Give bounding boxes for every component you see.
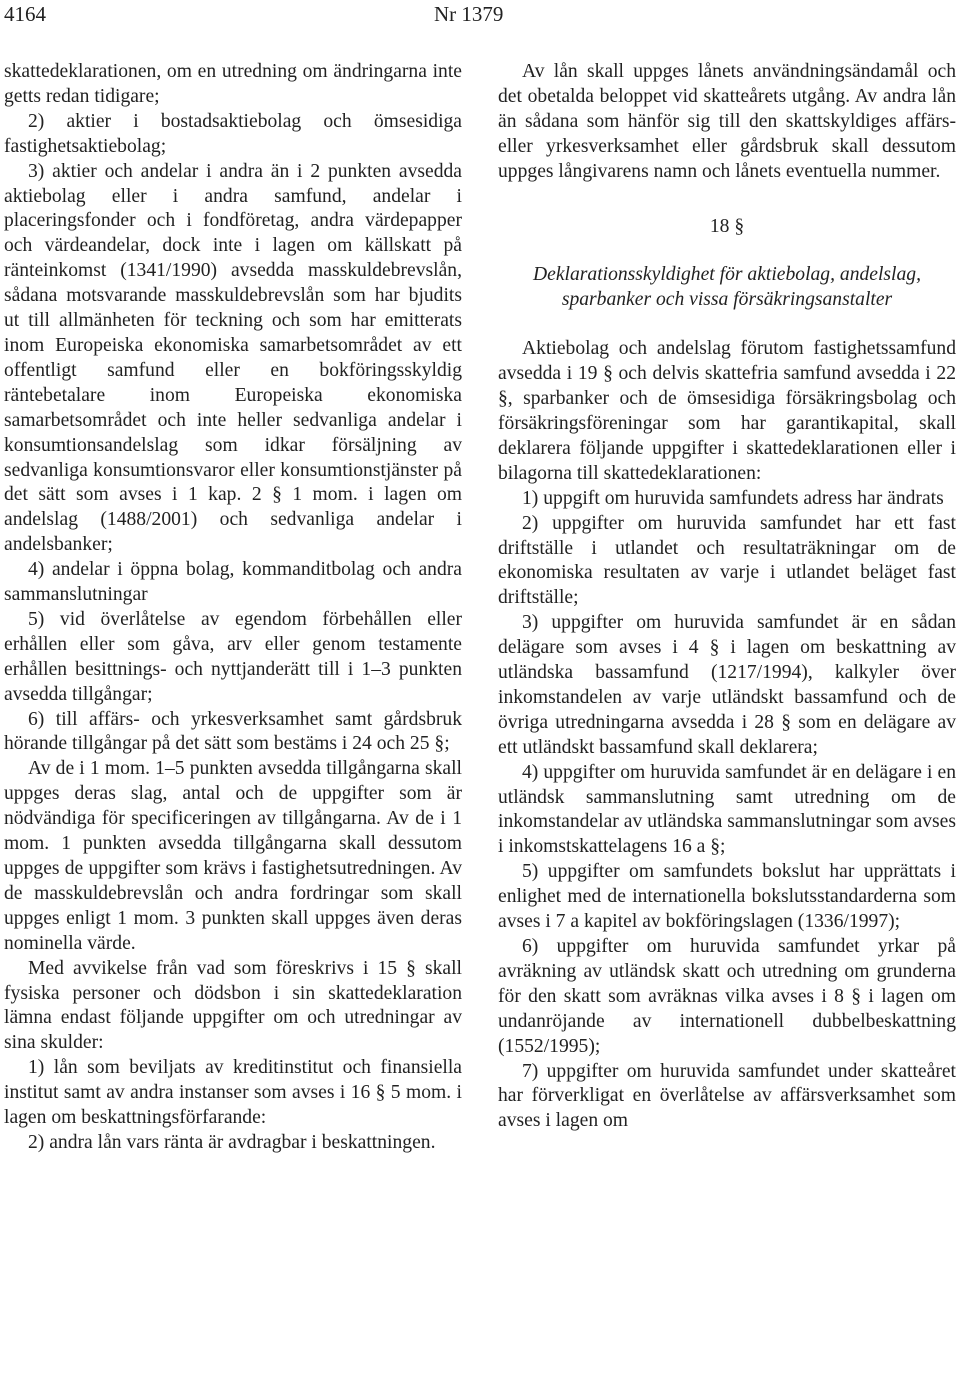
- list-item: 2) andra lån vars ränta är avdragbar i beskattningen.: [28, 1131, 436, 1153]
- list-item: 6) till affärs- och yrkesverksamhet samt gårdsbruk hörande tillgångar på det sätt som bestäms i 24 och 25 §;: [4, 708, 462, 755]
- list-item: 3) uppgifter om huruvida samfundet är en sådan delägare som avses i 4 § i lagen om beskattning av utländska bassamfund (1217/1994), kalkyler över inkomstandelen av varje utländskt bassamfund och de övriga utredningarna avsedda i 28 § som en delägare av ett utländskt bassamfund skall deklarera;: [498, 612, 956, 758]
- list-item: 1) uppgift om huruvida samfundets adress har ändrats: [522, 487, 944, 509]
- list-item: 2) aktier i bostadsaktiebolag och ömsesidiga fastighetsaktiebolag;: [4, 110, 462, 157]
- left-column: [4, 60, 462, 1156]
- list-item: 1) lån som beviljats av kreditinstitut och finansiella institut samt av andra instanser som avses i 16 § 5 mom. i lagen om beskattningsförfarande:: [4, 1057, 462, 1129]
- page-number: 4164: [4, 2, 46, 26]
- list-item: 3) aktier och andelar i andra än i 2 punkten avsedda aktiebolag eller i andra samfund, andelar i placeringsfonder och i fondföretag, andra värdepapper och värdeandelar, dock inte i lagen om källskatt på ränteinkomst (1341/1990) avsedda masskuldebrevslån, sådana motsvarande masskuldebrevslån som har bjudits ut till allmänheten för teckning och som har emitterats inom Europeiska ekonomiska samarbetsområdet av ett offentligt samfund eller en bokföringsskyldig räntebetalare inom Europeiska ekonomiska samarbetsområdet och inte heller sedvanliga andelar i konsumtionsandelslag som idkar försäljning av sedvanliga konsumtionsvaror eller konsumtionstjänster på det sätt som avses i 1 kap. 2 § 1 mom. i lagen om andelslag (1488/2001) och sedvanliga andelar i andelsbanker;: [4, 160, 462, 556]
- paragraph: Av de i 1 mom. 1–5 punkten avsedda tillgångarna skall uppges deras slag, antal och de uppgifter som är nödvändiga för specificeringen av tillgångarna. Av de i 1 mom. 1 punkten avsedda tillgångarna skall dessutom uppges de uppgifter som krävs i fastighetsutredningen. Av de masskuldebrevslån och andra fordringar som skall uppges enligt 1 mom. 3 punkten skall uppges även deras nominella värde.: [4, 758, 462, 954]
- issue-number: Nr 1379: [434, 2, 504, 26]
- list-item: 4) uppgifter om huruvida samfundet är en delägare i en utländsk sammanslutning samt utredning om de inkomstandelar av utländska sammanslutningar som avses i inkomstskattelagens 16 a §;: [498, 761, 956, 858]
- list-item: 4) andelar i öppna bolag, kommanditbolag och andra sammanslutningar: [4, 559, 462, 606]
- list-item: 6) uppgifter om huruvida samfundet yrkar på avräkning av utländsk skatt och utredning om grunderna för den skatt som avräknas vilka avses i 8 § i lagen om undanröjande av internationell dubbelbeskattning (1552/1995);: [498, 936, 956, 1057]
- list-item: 5) uppgifter om samfundets bokslut har upprättats i enlighet med de internationella bokslutsstandarderna som avses i 7 a kapitel av bokföringslagen (1336/1997);: [498, 861, 956, 933]
- paragraph: Av lån skall uppges lånets användningsändamål och det obetalda beloppet vid skatteårets utgång. Av andra lån än sådana som hänför sig till den skattskyldiges affärs- eller yrkesverksamhet eller gårdsbruk skall dessutom uppges långivarens namn och lånets eventuella nummer.: [498, 61, 956, 182]
- paragraph: Aktiebolag och andelslag förutom fastighetssamfund avsedda i 19 § och delvis skattefria samfund avsedda i 22 §, sparbanker och de ömsesidiga försäkringsbolag och försäkringsföreningar som har garantikapital, skall deklarera följande uppgifter i skattedeklarationen eller i bilagorna till skattedeklarationen:: [498, 338, 956, 484]
- list-item: 7) uppgifter om huruvida samfundet under skatteåret har förverkligat en överlåtelse av affärsverksamhet som avses i lagen om: [498, 1060, 956, 1132]
- page-header: [0, 0, 960, 30]
- section-number: 18 §: [709, 215, 745, 237]
- list-item: 5) vid överlåtelse av egendom förbehållen eller erhållen eller som gåva, arv eller genom testamente erhållen besittnings- och nyttjanderätt till i 1–3 punkten avsedda tillgångar;: [4, 608, 462, 705]
- section-title: Deklarationsskyldighet för aktiebolag, andelslag, sparbanker och vissa försäkringsanstalter: [532, 264, 921, 311]
- right-column: [498, 60, 956, 1134]
- paragraph: Med avvikelse från vad som föreskrivs i 15 § skall fysiska personer och dödsbon i sin skattedeklaration lämna endast följande uppgifter om och utredningar av sina skulder:: [4, 957, 462, 1054]
- paragraph: skattedeklarationen, om en utredning om ändringarna inte getts redan tidigare;: [4, 61, 462, 107]
- list-item: 2) uppgifter om huruvida samfundet har ett fast driftställe i utlandet och resultaträkningar om de ekonomiska resultaten av varje i utlandet beläget fast driftställe;: [498, 512, 956, 609]
